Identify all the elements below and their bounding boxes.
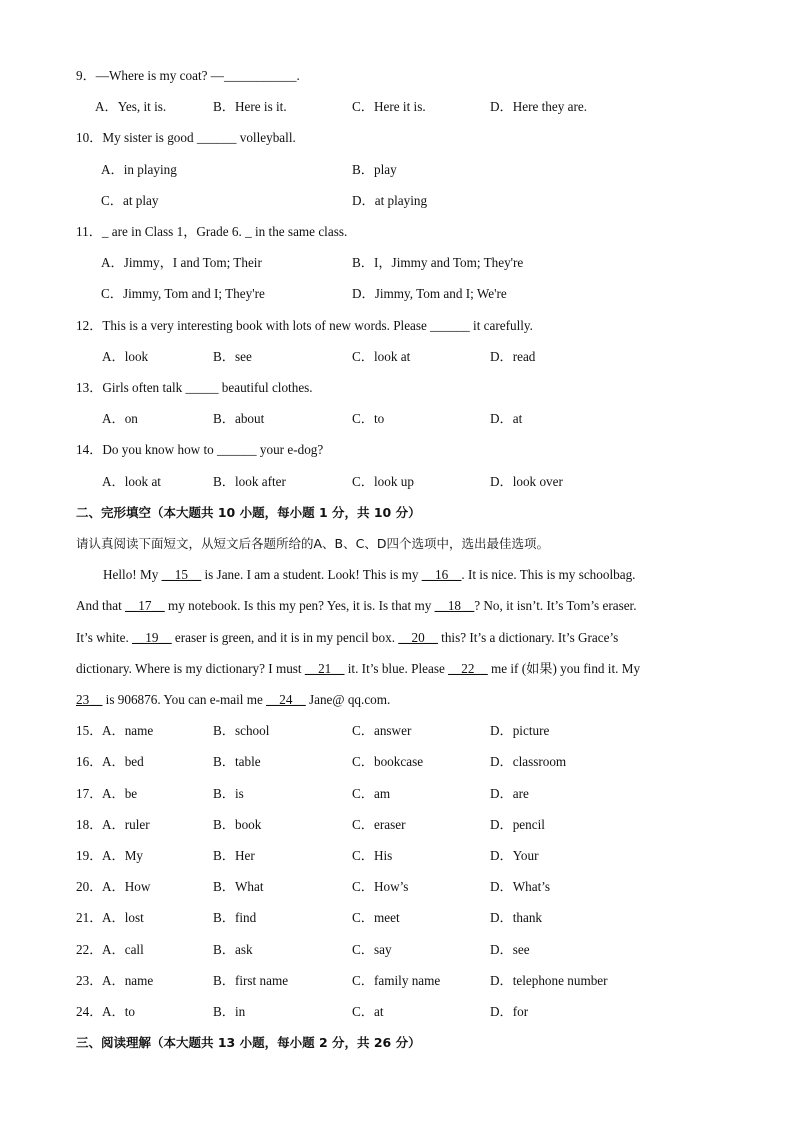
question-stem: 12．This is a very interesting book with lots of new words. Please ______ it carefully. — [76, 317, 533, 333]
blank-number: __16__ — [421, 567, 462, 583]
answer-option: B．What — [213, 879, 264, 895]
answer-option: D．What’s — [490, 879, 551, 895]
passage-text: And that — [76, 598, 126, 614]
passage-text: Hello! My — [103, 567, 162, 583]
question-number: 21． — [76, 910, 103, 926]
answer-option: A．Yes, it is. — [95, 99, 167, 115]
answer-option: C．His — [352, 848, 393, 863]
answer-option: A．to — [102, 1004, 135, 1019]
answer-option: B．play — [352, 161, 397, 177]
answer-option: A．name — [102, 723, 154, 739]
question-stem: 11．_ are in Class 1，Grade 6. _ in the same class. — [76, 224, 348, 239]
answer-option: A．How — [102, 879, 151, 895]
answer-option: C．eraser — [352, 816, 406, 832]
passage-text: is Jane. I am a student. Look! This is my — [201, 567, 422, 583]
answer-option: C．am — [352, 785, 391, 801]
answer-option: C．at play — [101, 192, 159, 208]
question-number: 22． — [76, 941, 103, 957]
answer-option: C．bookcase — [352, 754, 424, 770]
blank-number: 23 — [76, 692, 90, 707]
question-stem: 10．My sister is good ______ volleyball. — [76, 130, 296, 146]
passage-line — [76, 660, 716, 678]
answer-option: C．look up — [352, 473, 414, 489]
question-number: 18． — [76, 816, 103, 832]
answer-option: C．look at — [352, 348, 411, 364]
answer-option: A．name — [102, 972, 154, 988]
answer-option: D．thank — [490, 910, 543, 926]
answer-option: D．see — [490, 941, 530, 957]
answer-option: C．Here it is. — [352, 99, 426, 115]
passage-line — [76, 597, 716, 615]
passage-text: It’s white. — [76, 629, 133, 645]
answer-option: B．Her — [213, 848, 255, 863]
blank-number: __20__ — [398, 629, 438, 645]
answer-option: D．at — [490, 411, 523, 427]
blank-number: __17__ — [125, 598, 165, 614]
blank-number: __18__ — [434, 598, 475, 614]
answer-option: B．table — [213, 754, 261, 770]
section-instruction: 请认真阅读下面短文，从短文后各题所给的A、B、C、D四个选项中，选出最佳选项。 — [76, 536, 549, 551]
answer-option: D．Your — [490, 848, 539, 863]
answer-option: A．bed — [102, 754, 144, 770]
answer-option: B．I，Jimmy and Tom; They're — [352, 255, 524, 271]
passage-line — [76, 691, 716, 709]
answer-option: A．look — [102, 348, 149, 364]
blank-number: __24__ — [266, 692, 306, 707]
blank-number: __ — [89, 692, 103, 707]
answer-option: B．first name — [213, 972, 289, 988]
passage-text: eraser is green, and it is in my pencil box. — [171, 629, 399, 645]
answer-option: B．school — [213, 723, 270, 739]
answer-option: D．are — [490, 785, 529, 801]
passage-line — [103, 566, 743, 584]
passage-text: Jane@ qq.com. — [305, 692, 391, 707]
answer-option: C．How’s — [352, 879, 409, 895]
blank-number: __22__ — [448, 660, 488, 676]
passage-text: dictionary. Where is my dictionary? I must — [76, 660, 305, 676]
passage-text: this? It’s a dictionary. It’s Grace’s — [437, 629, 619, 645]
answer-option: D．at playing — [352, 192, 428, 208]
answer-option: C．Jimmy, Tom and I; They're — [101, 286, 265, 302]
answer-option: D．read — [490, 348, 536, 364]
passage-text: . It is nice. This is my schoolbag. — [461, 567, 636, 583]
blank-number: __15__ — [161, 567, 202, 583]
answer-option: B．book — [213, 816, 262, 832]
answer-option: A．My — [102, 848, 144, 863]
answer-option: D．Here they are. — [490, 99, 588, 115]
answer-option: A．look at — [102, 473, 161, 489]
answer-option: D．telephone number — [490, 972, 608, 988]
question-stem: 9．—Where is my coat? —___________. — [76, 68, 300, 83]
answer-option: A．call — [102, 941, 144, 957]
answer-option: D．look over — [490, 473, 563, 489]
section-title: 二、完形填空（本大题共 10 小题，每小题 1 分，共 10 分） — [76, 504, 421, 520]
answer-option: D．Jimmy, Tom and I; We're — [352, 286, 507, 302]
question-stem: 13．Girls often talk _____ beautiful clothes. — [76, 380, 313, 395]
passage-text: it. It’s blue. Please — [344, 660, 449, 676]
question-stem: 14．Do you know how to ______ your e-dog? — [76, 442, 324, 458]
section-title: 三、阅读理解（本大题共 13 小题，每小题 2 分，共 26 分） — [76, 1035, 421, 1051]
answer-option: C．meet — [352, 910, 400, 926]
passage-text: ? No, it isn’t. It’s Tom’s eraser. — [474, 598, 637, 614]
answer-option: C．at — [352, 1004, 384, 1019]
answer-option: B．is — [213, 785, 244, 801]
passage-text: my notebook. Is this my pen? Yes, it is. Is that my — [164, 598, 435, 614]
answer-option: D．for — [490, 1004, 529, 1019]
answer-option: A．be — [102, 785, 138, 801]
answer-option: A．in playing — [101, 161, 177, 177]
answer-option: A．Jimmy，I and Tom; Their — [101, 255, 262, 271]
answer-option: C．say — [352, 941, 392, 957]
question-number: 17． — [76, 785, 103, 801]
answer-option: A．lost — [102, 910, 144, 926]
answer-option: A．ruler — [102, 816, 150, 832]
answer-option: B．ask — [213, 941, 253, 957]
passage-text: is 906876. You can e-mail me — [102, 692, 267, 707]
answer-option: B．find — [213, 910, 257, 926]
blank-number: __21__ — [304, 660, 345, 676]
answer-option: C．answer — [352, 723, 412, 739]
answer-option: A．on — [102, 411, 138, 427]
blank-number: __19__ — [132, 629, 172, 645]
answer-option: B．see — [213, 348, 252, 364]
answer-option: B．look after — [213, 473, 286, 489]
answer-option: D．pencil — [490, 816, 545, 832]
question-number: 19． — [76, 848, 103, 863]
answer-option: C．to — [352, 411, 385, 427]
passage-line — [76, 629, 716, 647]
question-number: 24． — [76, 1004, 103, 1019]
question-number: 16． — [76, 754, 103, 770]
answer-option: C．family name — [352, 972, 441, 988]
answer-option: D．picture — [490, 723, 550, 739]
answer-option: B．in — [213, 1004, 246, 1019]
passage-text: me if (如果) you find it. My — [487, 660, 641, 676]
answer-option: B．Here is it. — [213, 99, 287, 115]
question-number: 20． — [76, 879, 103, 895]
answer-option: B．about — [213, 411, 265, 427]
answer-option: D．classroom — [490, 754, 567, 770]
question-number: 15． — [76, 723, 103, 739]
question-number: 23． — [76, 972, 103, 988]
